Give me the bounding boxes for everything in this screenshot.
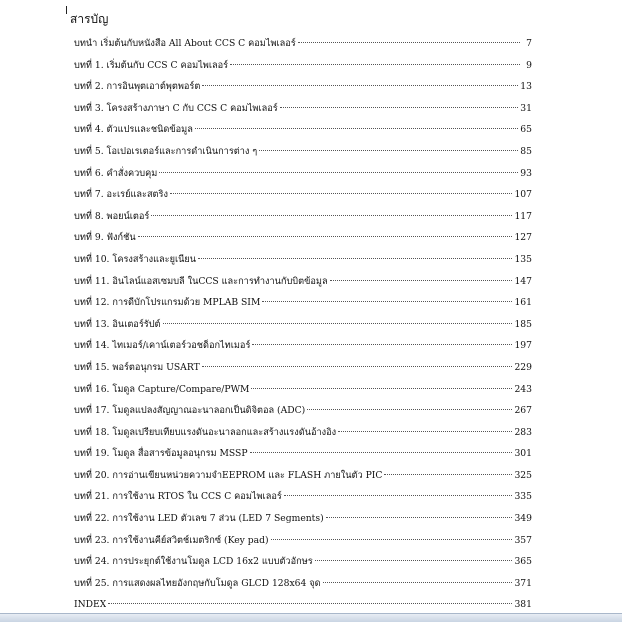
toc-dot-leader (298, 42, 520, 43)
toc-entry-page-number: 381 (514, 599, 532, 611)
toc-entry[interactable] (74, 486, 532, 508)
toc-entry-page-number: 147 (514, 275, 532, 287)
toc-entry-label: บทที่ 6. คำสั่งควบคุม (74, 167, 158, 179)
toc-entry-label: บทที่ 12. การดีบักโปรแกรมด้วย MPLAB SIM (74, 297, 261, 309)
window-bottom-edge (0, 613, 622, 622)
toc-entry[interactable] (74, 292, 532, 314)
toc-entry[interactable] (74, 98, 532, 120)
toc-entry[interactable] (74, 206, 532, 228)
toc-dot-leader (108, 603, 512, 604)
toc-entry[interactable] (74, 33, 532, 55)
toc-dot-leader (262, 301, 512, 302)
toc-entry-label: บทที่ 22. การใช้งาน LED ตัวเลข 7 ส่วน (LED 7 Segments) (74, 513, 324, 525)
toc-entry-page-number: 127 (514, 232, 532, 244)
toc-dot-leader (252, 344, 512, 345)
toc-dot-leader (151, 215, 512, 216)
toc-entry-page-number: 365 (514, 556, 532, 568)
toc-entry[interactable] (74, 357, 532, 379)
toc-dot-leader (307, 409, 512, 410)
toc-dot-leader (138, 236, 513, 237)
toc-entry-label: บทที่ 20. การอ่านเขียนหน่วยความจำEEPROM และ FLASH ภายในตัว PIC (74, 469, 383, 481)
toc-dot-leader (198, 258, 512, 259)
toc-entry[interactable] (74, 508, 532, 530)
toc-entry-page-number: 7 (526, 38, 532, 49)
toc-entry-page-number: 65 (520, 124, 532, 136)
toc-entry-label: บทที่ 14. ไทเมอร์/เคาน์เตอร์วอชด็อกไทเมอร์ (74, 340, 251, 352)
toc-entry[interactable] (74, 422, 532, 444)
page-title: สารบัญ (70, 12, 109, 26)
toc-entry-page-number: 283 (514, 426, 532, 438)
toc-entry-label: บทที่ 5. โอเปอเรเตอร์และการดำเนินการต่าง ๆ (74, 145, 258, 157)
toc-entry[interactable] (74, 141, 532, 163)
toc-entry[interactable] (74, 573, 532, 595)
toc-entry-label: บทที่ 2. การอินพุตเอาต์พุตพอร์ต (74, 81, 201, 93)
toc-entry-page-number: 161 (514, 297, 532, 309)
toc-entry-label: บทที่ 8. พอยน์เตอร์ (74, 210, 150, 222)
toc-entry-label: บทที่ 3. โครงสร้างภาษา C กับ CCS C คอมไพเลอร์ (74, 102, 278, 114)
toc-entry-label: บทที่ 23. การใช้งานคีย์สวิตช์เมตริกซ์ (Key pad) (74, 534, 269, 546)
toc-entry[interactable] (74, 76, 532, 98)
toc-dot-leader (259, 150, 518, 151)
toc-entry-page-number: 9 (526, 59, 532, 71)
toc-entry[interactable] (74, 163, 532, 185)
toc-dot-leader (271, 539, 513, 540)
toc-dot-leader (330, 280, 513, 281)
toc-entry-page-number: 117 (514, 210, 532, 222)
toc-dot-leader (230, 64, 520, 65)
toc-entry-page-number: 325 (514, 469, 532, 481)
toc-entry-label: บทที่ 15. พอร์ตอนุกรม USART (74, 361, 200, 373)
toc-dot-leader (202, 366, 513, 367)
toc-dot-leader (280, 107, 519, 108)
toc-entry[interactable] (74, 55, 532, 77)
text-cursor (66, 6, 67, 14)
toc-entry[interactable] (74, 335, 532, 357)
toc-dot-leader (202, 85, 518, 86)
toc-entry-label: บทนำ เริ่มต้นกับหนังสือ All About CCS C คอมไพเลอร์ (74, 38, 296, 49)
toc-entry-page-number: 31 (520, 102, 532, 114)
toc-entry[interactable] (74, 119, 532, 141)
toc-entry[interactable] (74, 465, 532, 487)
toc-entry-page-number: 301 (514, 448, 532, 460)
toc-entry-label: INDEX (74, 599, 107, 611)
toc-entry-label: บทที่ 24. การประยุกต์ใช้งานโมดูล LCD 16x2 แบบตัวอักษร (74, 556, 313, 568)
toc-entry-page-number: 85 (520, 145, 532, 157)
toc-dot-leader (170, 193, 513, 194)
toc-dot-leader (251, 388, 512, 389)
toc-entry-page-number: 357 (514, 534, 532, 546)
toc-entry-label: บทที่ 21. การใช้งาน RTOS ใน CCS C คอมไพเลอร์ (74, 491, 282, 503)
toc-entry-label: บทที่ 13. อินเตอร์รัปต์ (74, 318, 161, 330)
table-of-contents (74, 33, 532, 616)
toc-entry[interactable] (74, 227, 532, 249)
toc-dot-leader (284, 495, 513, 496)
toc-entry-label: บทที่ 11. อินไลน์แอสเซมบลี ในCCS และการทำงานกับบิตข้อมูล (74, 275, 328, 287)
toc-entry-page-number: 335 (514, 491, 532, 503)
toc-dot-leader (195, 128, 518, 129)
toc-entry[interactable] (74, 184, 532, 206)
toc-dot-leader (159, 172, 518, 173)
toc-entry-page-number: 135 (514, 253, 532, 265)
toc-entry-label: บทที่ 16. โมดูล Capture/Compare/PWM (74, 383, 250, 395)
toc-entry[interactable] (74, 379, 532, 401)
toc-dot-leader (326, 517, 513, 518)
toc-entry-page-number: 243 (514, 383, 532, 395)
toc-entry-label: บทที่ 1. เริ่มต้นกับ CCS C คอมไพเลอร์ (74, 59, 229, 71)
toc-dot-leader (338, 431, 512, 432)
toc-dot-leader (323, 582, 513, 583)
toc-dot-leader (163, 323, 513, 324)
toc-dot-leader (315, 560, 513, 561)
toc-entry[interactable] (74, 271, 532, 293)
toc-entry-page-number: 267 (514, 405, 532, 417)
toc-entry-label: บทที่ 19. โมดูล สื่อสารข้อมูลอนุกรม MSSP (74, 448, 248, 460)
toc-entry-page-number: 13 (520, 81, 532, 93)
toc-entry-page-number: 229 (514, 361, 532, 373)
toc-entry-label: บทที่ 18. โมดูลเปรียบเทียบแรงดันอะนาลอกและสร้างแรงดันอ้างอิง (74, 426, 337, 438)
toc-entry-page-number: 93 (520, 167, 532, 179)
toc-entry-label: บทที่ 4. ตัวแปรและชนิดข้อมูล (74, 124, 193, 136)
toc-entry[interactable] (74, 443, 532, 465)
toc-entry-label: บทที่ 7. อะเรย์และสตริง (74, 189, 168, 201)
toc-entry-label: บทที่ 10. โครงสร้างและยูเนียน (74, 253, 197, 265)
toc-dot-leader (250, 452, 513, 453)
toc-entry[interactable] (74, 551, 532, 573)
toc-entry[interactable] (74, 530, 532, 552)
toc-entry-label: บทที่ 17. โมดูลแปลงสัญญาณอะนาลอกเป็นดิจิตอล (ADC) (74, 405, 306, 417)
toc-entry-page-number: 349 (514, 513, 532, 525)
toc-dot-leader (384, 474, 512, 475)
toc-entry-page-number: 197 (514, 340, 532, 352)
toc-entry-label: บทที่ 9. ฟังก์ชัน (74, 232, 136, 244)
toc-entry-page-number: 185 (514, 318, 532, 330)
toc-entry-page-number: 107 (514, 189, 532, 201)
toc-entry-label: บทที่ 25. การแสดงผลไทยอังกฤษกับโมดูล GLCD 128x64 จุด (74, 577, 321, 589)
toc-entry[interactable] (74, 400, 532, 422)
toc-entry[interactable] (74, 249, 532, 271)
toc-entry-page-number: 371 (514, 577, 532, 589)
toc-entry[interactable] (74, 314, 532, 336)
